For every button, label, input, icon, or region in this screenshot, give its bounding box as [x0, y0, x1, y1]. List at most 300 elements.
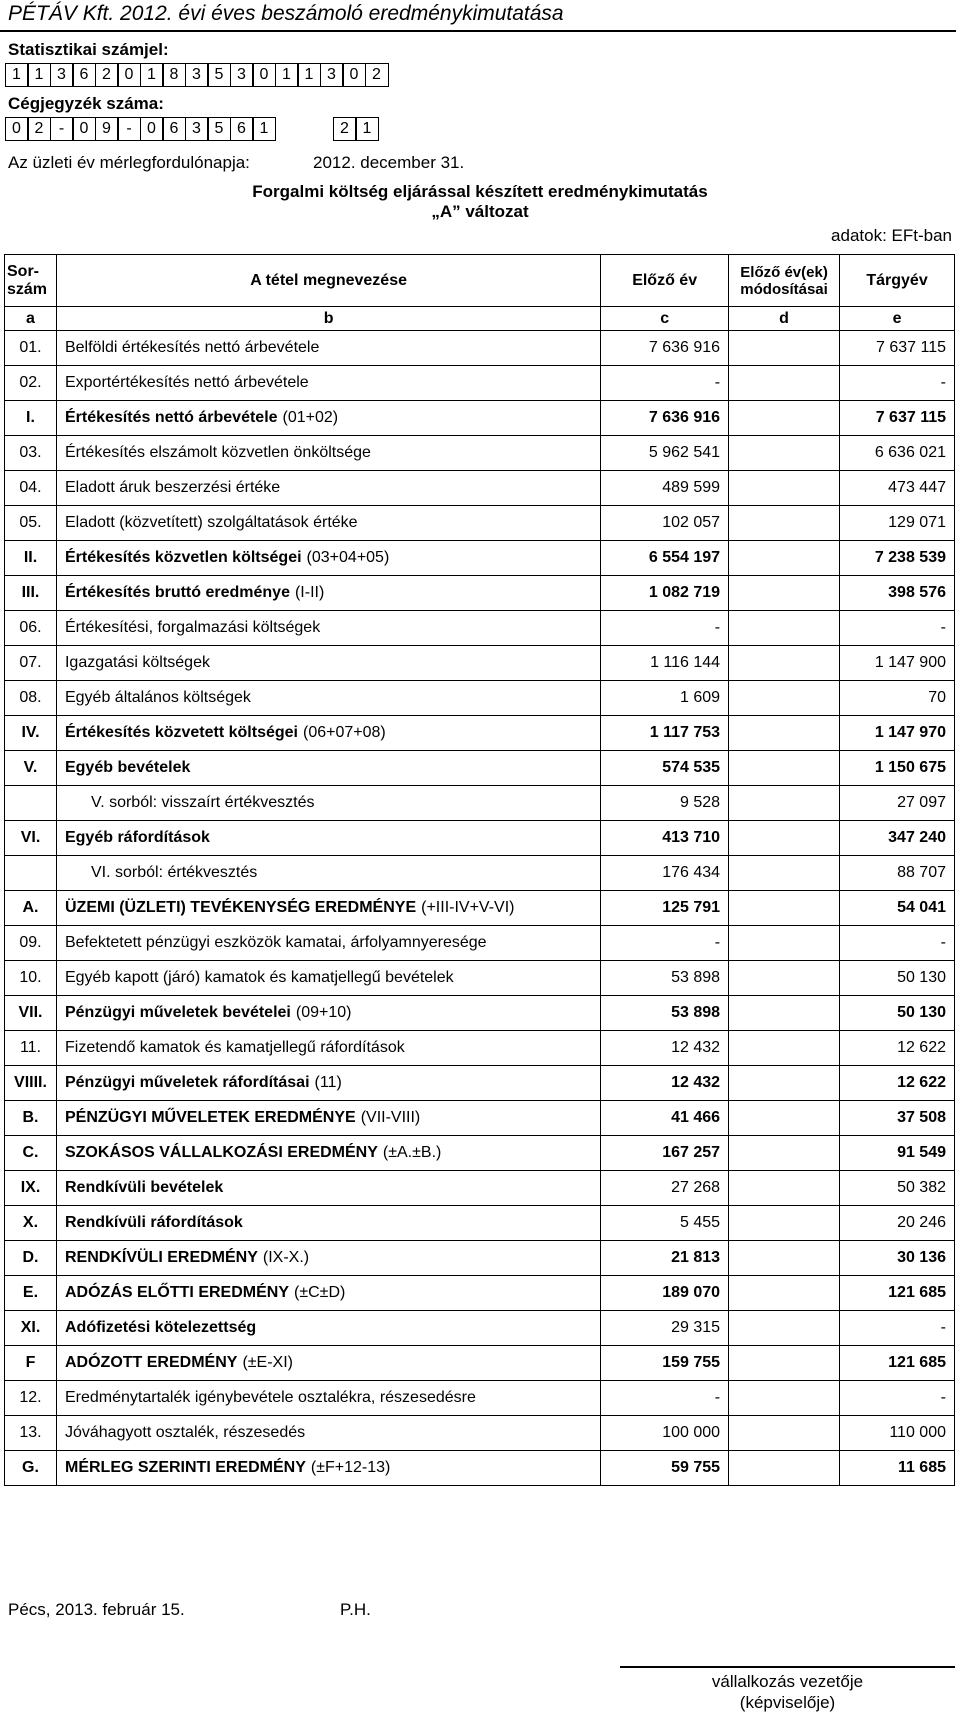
- letter-c: c: [601, 307, 729, 331]
- row-code: I.: [5, 401, 57, 436]
- row-cur-value: 6 636 021: [840, 436, 955, 471]
- row-cur-value: -: [840, 366, 955, 401]
- row-code: 09.: [5, 926, 57, 961]
- row-code: 01.: [5, 331, 57, 366]
- row-mod-value: [729, 331, 840, 366]
- row-description-text: Rendkívüli ráfordítások: [64, 1214, 243, 1231]
- row-code: B.: [5, 1101, 57, 1136]
- ceg-digit-box: -: [117, 117, 141, 141]
- table-row: [5, 1311, 955, 1346]
- row-description: [56, 646, 600, 681]
- row-description: [56, 786, 600, 821]
- row-code: 12.: [5, 1381, 57, 1416]
- table-row: [5, 436, 955, 471]
- row-description: [56, 1416, 600, 1451]
- row-description-text: Eladott áruk beszerzési értéke: [64, 479, 281, 496]
- row-description-text: Értékesítés bruttó eredménye: [64, 584, 290, 601]
- row-description: [56, 541, 600, 576]
- row-prev-value: 1 609: [601, 681, 729, 716]
- col-megnevezes: A tétel megnevezése: [56, 255, 600, 307]
- row-formula: (03+04+05): [306, 549, 390, 566]
- row-mod-value: [729, 1241, 840, 1276]
- table-row: [5, 366, 955, 401]
- stat-digit-box: 5: [207, 63, 231, 87]
- stat-digit-box: 3: [320, 63, 344, 87]
- row-prev-value: 7 636 916: [601, 401, 729, 436]
- row-description-text: PÉNZÜGYI MŰVELETEK EREDMÉNYE: [64, 1109, 356, 1126]
- ceg-digit-box: -: [50, 117, 74, 141]
- row-prev-value: 1 116 144: [601, 646, 729, 681]
- row-description: [56, 1171, 600, 1206]
- letter-row: [5, 307, 955, 331]
- row-cur-value: 121 685: [840, 1346, 955, 1381]
- row-code: VI.: [5, 821, 57, 856]
- row-description: [56, 1346, 600, 1381]
- row-formula: (IX-X.): [262, 1249, 310, 1266]
- row-prev-value: 53 898: [601, 996, 729, 1031]
- row-cur-value: 70: [840, 681, 955, 716]
- row-mod-value: [729, 856, 840, 891]
- row-formula: (±F+12-13): [310, 1459, 391, 1476]
- ceg-digit-box: 1: [355, 117, 379, 141]
- row-description-text: Értékesítési, forgalmazási költségek: [64, 619, 321, 636]
- table-row: [5, 401, 955, 436]
- row-cur-value: 54 041: [840, 891, 955, 926]
- stat-digit-box: 0: [342, 63, 366, 87]
- row-mod-value: [729, 401, 840, 436]
- row-description-text: Belföldi értékesítés nettó árbevétele: [64, 339, 320, 356]
- row-code: 04.: [5, 471, 57, 506]
- row-description: [56, 506, 600, 541]
- table-row: [5, 996, 955, 1031]
- row-cur-value: 347 240: [840, 821, 955, 856]
- row-cur-value: 1 150 675: [840, 751, 955, 786]
- table-row: [5, 1381, 955, 1416]
- row-description: [56, 891, 600, 926]
- row-description-text: ADÓZOTT EREDMÉNY: [64, 1354, 238, 1371]
- stat-digit-box: 0: [252, 63, 276, 87]
- table-row: [5, 1346, 955, 1381]
- row-cur-value: 88 707: [840, 856, 955, 891]
- fordulo-label: Az üzleti év mérlegfordulónapja:: [8, 153, 250, 172]
- table-row: [5, 331, 955, 366]
- row-prev-value: 41 466: [601, 1101, 729, 1136]
- row-description-text: VI. sorból: értékvesztés: [90, 864, 258, 881]
- row-description: [56, 1136, 600, 1171]
- row-prev-value: 53 898: [601, 961, 729, 996]
- row-code: 06.: [5, 611, 57, 646]
- row-description-text: Eredménytartalék igénybevétele osztalékra, részesedésre: [64, 1389, 476, 1406]
- row-cur-value: 30 136: [840, 1241, 955, 1276]
- row-cur-value: 1 147 970: [840, 716, 955, 751]
- place-date: Pécs, 2013. február 15.: [8, 1600, 185, 1619]
- row-code: 05.: [5, 506, 57, 541]
- table-row: [5, 821, 955, 856]
- stat-digit-box: 2: [365, 63, 389, 87]
- row-prev-value: 176 434: [601, 856, 729, 891]
- ceg-digit-box: 5: [207, 117, 231, 141]
- table-row: [5, 611, 955, 646]
- row-description-text: SZOKÁSOS VÁLLALKOZÁSI EREDMÉNY: [64, 1144, 378, 1161]
- stat-digit-box: 6: [72, 63, 96, 87]
- header-row: [5, 255, 955, 307]
- row-code: VIIII.: [5, 1066, 57, 1101]
- row-description-text: Értékesítés elszámolt közvetlen önköltsége: [64, 444, 371, 461]
- row-code: 11.: [5, 1031, 57, 1066]
- stat-number-boxes: [6, 63, 389, 87]
- stat-digit-box: 1: [27, 63, 51, 87]
- ceg-number-boxes: [6, 117, 276, 141]
- row-code: 02.: [5, 366, 57, 401]
- row-prev-value: 9 528: [601, 786, 729, 821]
- ceg-digit-box: 2: [333, 117, 357, 141]
- row-prev-value: -: [601, 366, 729, 401]
- statement-heading: Forgalmi költség eljárással készített eredménykimutatás: [252, 182, 708, 201]
- row-description: [56, 1311, 600, 1346]
- row-formula: (±E-XI): [242, 1354, 293, 1371]
- row-description-text: MÉRLEG SZERINTI EREDMÉNY: [64, 1459, 306, 1476]
- stat-digit-box: 1: [275, 63, 299, 87]
- row-description-text: Rendkívüli bevételek: [64, 1179, 224, 1196]
- row-description: [56, 1031, 600, 1066]
- row-prev-value: 102 057: [601, 506, 729, 541]
- row-description: [56, 1206, 600, 1241]
- row-description: [56, 576, 600, 611]
- row-description-text: Eladott (közvetített) szolgáltatások értéke: [64, 514, 358, 531]
- row-cur-value: 121 685: [840, 1276, 955, 1311]
- row-code: [5, 786, 57, 821]
- row-mod-value: [729, 891, 840, 926]
- title-underline: [0, 30, 956, 32]
- row-description-text: Egyéb bevételek: [64, 759, 191, 776]
- row-formula: (06+07+08): [302, 724, 386, 741]
- row-description: [56, 1066, 600, 1101]
- row-cur-value: 50 130: [840, 996, 955, 1031]
- stat-digit-box: 3: [230, 63, 254, 87]
- row-cur-value: 50 382: [840, 1171, 955, 1206]
- row-code: G.: [5, 1451, 57, 1486]
- row-code: F: [5, 1346, 57, 1381]
- table-row: [5, 1136, 955, 1171]
- row-mod-value: [729, 1031, 840, 1066]
- table-row: [5, 576, 955, 611]
- table-row: [5, 751, 955, 786]
- row-description: [56, 996, 600, 1031]
- row-mod-value: [729, 786, 840, 821]
- row-description: [56, 401, 600, 436]
- row-description: [56, 821, 600, 856]
- table-row: [5, 1451, 955, 1486]
- row-formula: (11): [314, 1074, 342, 1091]
- ceg-digit-box: 6: [162, 117, 186, 141]
- table-row: [5, 926, 955, 961]
- signature-title: vállalkozás vezetője: [711, 1672, 864, 1691]
- table-row: [5, 1031, 955, 1066]
- stat-digit-box: 1: [297, 63, 321, 87]
- row-code: IV.: [5, 716, 57, 751]
- stat-digit-box: 2: [95, 63, 119, 87]
- row-description: [56, 926, 600, 961]
- row-description-text: ÜZEMI (ÜZLETI) TEVÉKENYSÉG EREDMÉNYE: [64, 899, 417, 916]
- row-prev-value: 21 813: [601, 1241, 729, 1276]
- table-row: [5, 646, 955, 681]
- row-cur-value: 20 246: [840, 1206, 955, 1241]
- row-mod-value: [729, 1311, 840, 1346]
- row-mod-value: [729, 611, 840, 646]
- row-mod-value: [729, 1451, 840, 1486]
- row-cur-value: 12 622: [840, 1031, 955, 1066]
- ceg-digit-box: 0: [5, 117, 29, 141]
- row-code: II.: [5, 541, 57, 576]
- row-code: 03.: [5, 436, 57, 471]
- row-mod-value: [729, 1101, 840, 1136]
- row-mod-value: [729, 436, 840, 471]
- table-row: [5, 1206, 955, 1241]
- row-cur-value: 7 637 115: [840, 331, 955, 366]
- table-row: [5, 1066, 955, 1101]
- row-code: X.: [5, 1206, 57, 1241]
- row-description: [56, 961, 600, 996]
- letter-d: d: [729, 307, 840, 331]
- row-prev-value: 189 070: [601, 1276, 729, 1311]
- row-cur-value: -: [840, 1311, 955, 1346]
- row-description: [56, 611, 600, 646]
- ceg-digit-box: 0: [72, 117, 96, 141]
- row-cur-value: 50 130: [840, 961, 955, 996]
- row-prev-value: 12 432: [601, 1066, 729, 1101]
- row-formula: (±A.±B.): [382, 1144, 442, 1161]
- row-cur-value: 7 637 115: [840, 401, 955, 436]
- row-mod-value: [729, 646, 840, 681]
- ceg-suffix-boxes: [334, 117, 379, 141]
- row-code: XI.: [5, 1311, 57, 1346]
- row-code: D.: [5, 1241, 57, 1276]
- row-description-text: Igazgatási költségek: [64, 654, 210, 671]
- row-description-text: Jóváhagyott osztalék, részesedés: [64, 1424, 306, 1441]
- row-description: [56, 1381, 600, 1416]
- row-prev-value: 59 755: [601, 1451, 729, 1486]
- table-row: [5, 1101, 955, 1136]
- stat-label: Statisztikai számjel:: [8, 40, 169, 59]
- row-prev-value: 1 117 753: [601, 716, 729, 751]
- row-cur-value: 398 576: [840, 576, 955, 611]
- row-code: C.: [5, 1136, 57, 1171]
- row-code: A.: [5, 891, 57, 926]
- table-row: [5, 856, 955, 891]
- row-prev-value: -: [601, 611, 729, 646]
- row-prev-value: 6 554 197: [601, 541, 729, 576]
- row-cur-value: 11 685: [840, 1451, 955, 1486]
- statement-variant: „A” változat: [431, 202, 529, 221]
- row-prev-value: 167 257: [601, 1136, 729, 1171]
- ceg-digit-box: 6: [230, 117, 254, 141]
- table-row: [5, 1276, 955, 1311]
- row-mod-value: [729, 1066, 840, 1101]
- income-statement-table: [4, 254, 955, 1486]
- row-code: IX.: [5, 1171, 57, 1206]
- row-cur-value: 12 622: [840, 1066, 955, 1101]
- row-description-text: V. sorból: visszaírt értékvesztés: [90, 794, 315, 811]
- row-prev-value: 413 710: [601, 821, 729, 856]
- row-description-text: Értékesítés nettó árbevétele: [64, 409, 278, 426]
- letter-b: b: [56, 307, 600, 331]
- row-code: VII.: [5, 996, 57, 1031]
- row-description: [56, 331, 600, 366]
- table-row: [5, 541, 955, 576]
- row-formula: (I-II): [294, 584, 325, 601]
- row-description: [56, 716, 600, 751]
- row-mod-value: [729, 821, 840, 856]
- stat-digit-box: 1: [5, 63, 29, 87]
- row-prev-value: 489 599: [601, 471, 729, 506]
- row-mod-value: [729, 366, 840, 401]
- row-formula: (01+02): [282, 409, 339, 426]
- row-description-text: Egyéb ráfordítások: [64, 829, 210, 846]
- row-mod-value: [729, 996, 840, 1031]
- row-mod-value: [729, 1276, 840, 1311]
- row-cur-value: 129 071: [840, 506, 955, 541]
- stat-digit-box: 3: [50, 63, 74, 87]
- row-prev-value: 7 636 916: [601, 331, 729, 366]
- row-description-text: Értékesítés közvetlen költségei: [64, 549, 302, 566]
- row-mod-value: [729, 1136, 840, 1171]
- ph-mark: P.H.: [340, 1600, 371, 1619]
- row-mod-value: [729, 1171, 840, 1206]
- row-description: [56, 1276, 600, 1311]
- stat-digit-box: 8: [162, 63, 186, 87]
- row-description-text: Befektetett pénzügyi eszközök kamatai, árfolyamnyeresége: [64, 934, 487, 951]
- table-body: [5, 331, 955, 1486]
- row-mod-value: [729, 681, 840, 716]
- row-prev-value: -: [601, 926, 729, 961]
- row-mod-value: [729, 471, 840, 506]
- row-mod-value: [729, 1206, 840, 1241]
- signature-subtitle: (képviselője): [739, 1693, 836, 1712]
- row-description-text: Pénzügyi műveletek bevételei: [64, 1004, 291, 1021]
- col-elozo: Előző év: [601, 255, 729, 307]
- col-modositas: Előző év(ek) módosításai: [729, 255, 840, 307]
- row-mod-value: [729, 716, 840, 751]
- row-mod-value: [729, 961, 840, 996]
- row-formula: (±C±D): [294, 1284, 346, 1301]
- table-row: [5, 891, 955, 926]
- letter-a: a: [5, 307, 57, 331]
- col-targyev: Tárgyév: [840, 255, 955, 307]
- row-formula: (09+10): [295, 1004, 352, 1021]
- table-row: [5, 961, 955, 996]
- row-prev-value: 574 535: [601, 751, 729, 786]
- ceg-digit-box: 9: [95, 117, 119, 141]
- row-description-text: Exportértékesítés nettó árbevétele: [64, 374, 309, 391]
- row-description: [56, 436, 600, 471]
- table-row: [5, 471, 955, 506]
- row-mod-value: [729, 1381, 840, 1416]
- row-code: V.: [5, 751, 57, 786]
- ceg-digit-box: 2: [27, 117, 51, 141]
- units-note: adatok: EFt-ban: [831, 226, 952, 245]
- row-description: [56, 751, 600, 786]
- row-description: [56, 681, 600, 716]
- row-description: [56, 1241, 600, 1276]
- ceg-label: Cégjegyzék száma:: [8, 94, 164, 113]
- ceg-digit-box: 3: [185, 117, 209, 141]
- row-mod-value: [729, 926, 840, 961]
- row-prev-value: 5 962 541: [601, 436, 729, 471]
- row-prev-value: 5 455: [601, 1206, 729, 1241]
- row-prev-value: 125 791: [601, 891, 729, 926]
- row-description-text: Adófizetési kötelezettség: [64, 1319, 257, 1336]
- row-description: [56, 366, 600, 401]
- row-code: [5, 856, 57, 891]
- row-prev-value: 100 000: [601, 1416, 729, 1451]
- row-cur-value: 473 447: [840, 471, 955, 506]
- letter-e: e: [840, 307, 955, 331]
- row-description-text: Egyéb általános költségek: [64, 689, 251, 706]
- row-code: 13.: [5, 1416, 57, 1451]
- stat-digit-box: 3: [185, 63, 209, 87]
- ceg-digit-box: 0: [140, 117, 164, 141]
- row-description: [56, 1451, 600, 1486]
- row-mod-value: [729, 751, 840, 786]
- stat-digit-box: 0: [117, 63, 141, 87]
- row-description-text: Értékesítés közvetett költségei: [64, 724, 298, 741]
- row-cur-value: 91 549: [840, 1136, 955, 1171]
- row-mod-value: [729, 1416, 840, 1451]
- row-cur-value: 110 000: [840, 1416, 955, 1451]
- row-formula: (VII-VIII): [360, 1109, 421, 1126]
- ceg-digit-box: 1: [252, 117, 276, 141]
- row-cur-value: 7 238 539: [840, 541, 955, 576]
- row-description-text: Pénzügyi műveletek ráfordításai: [64, 1074, 310, 1091]
- row-code: 07.: [5, 646, 57, 681]
- row-description: [56, 856, 600, 891]
- signature-line: [620, 1666, 955, 1668]
- row-description-text: Fizetendő kamatok és kamatjellegű ráfordítások: [64, 1039, 405, 1056]
- row-description-text: Egyéb kapott (járó) kamatok és kamatjellegű bevételek: [64, 969, 454, 986]
- row-mod-value: [729, 506, 840, 541]
- row-code: 10.: [5, 961, 57, 996]
- table-row: [5, 1416, 955, 1451]
- row-mod-value: [729, 541, 840, 576]
- row-cur-value: -: [840, 611, 955, 646]
- table-row: [5, 1241, 955, 1276]
- row-code: III.: [5, 576, 57, 611]
- row-description: [56, 471, 600, 506]
- row-formula: (+III-IV+V-VI): [421, 899, 515, 916]
- table-row: [5, 716, 955, 751]
- row-cur-value: -: [840, 926, 955, 961]
- row-cur-value: -: [840, 1381, 955, 1416]
- table-row: [5, 506, 955, 541]
- row-mod-value: [729, 576, 840, 611]
- row-code: 08.: [5, 681, 57, 716]
- row-cur-value: 37 508: [840, 1101, 955, 1136]
- table-row: [5, 1171, 955, 1206]
- row-code: E.: [5, 1276, 57, 1311]
- row-prev-value: 1 082 719: [601, 576, 729, 611]
- row-prev-value: 159 755: [601, 1346, 729, 1381]
- row-mod-value: [729, 1346, 840, 1381]
- row-description-text: ADÓZÁS ELŐTTI EREDMÉNY: [64, 1284, 289, 1301]
- row-cur-value: 27 097: [840, 786, 955, 821]
- stat-digit-box: 1: [140, 63, 164, 87]
- fordulo-value: 2012. december 31.: [313, 153, 465, 172]
- row-cur-value: 1 147 900: [840, 646, 955, 681]
- row-description: [56, 1101, 600, 1136]
- row-prev-value: 29 315: [601, 1311, 729, 1346]
- col-sorszam: Sor- szám: [5, 255, 57, 307]
- row-prev-value: 27 268: [601, 1171, 729, 1206]
